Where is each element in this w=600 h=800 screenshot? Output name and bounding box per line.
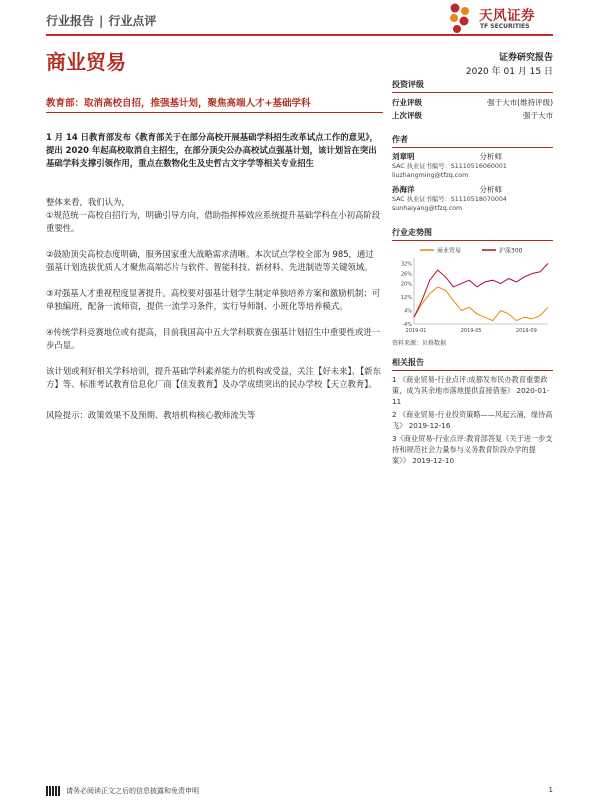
logo-mark-icon [446, 2, 476, 36]
main-body [46, 131, 382, 435]
intro-rest: 提出 2020 年起高校取消自主招生，在部分顶尖公办高校试点强基计划，该计划旨在突出基础学科支撑引领作用，重点在数物化生及史哲古文字学等相关专业招生 [46, 145, 377, 168]
analyst-email[interactable]: liuzhangming@tfzq.com [392, 172, 469, 179]
point-3: ③对强基人才重视程度显著提升。高校要对强基计划学生制定单独培养方案和激励机制；可单独编班，配备一流师资，提供一流学习条件，实行导师制、小班化等培养模式。 [46, 288, 381, 311]
analyst-sac: SAC 执业证书编号：S1110518070004 [392, 196, 507, 203]
industry-rating-row [392, 96, 553, 109]
page-number: 1 [548, 786, 553, 794]
nav-separator: | [99, 14, 104, 28]
nav-industry-report: 行业报告 [46, 14, 95, 28]
report-date: 2020 年 01 月 15 日 [465, 67, 553, 77]
risk-warning: 风险提示：政策效果不及预期、教培机构核心教师流失等 [46, 410, 256, 420]
analyst-sac: SAC 执业证书编号：S1110516060001 [392, 163, 507, 170]
logo-text-en: TF SECURITIES [480, 23, 530, 30]
trend-chart-svg [392, 244, 553, 336]
header-nav [46, 12, 156, 29]
footer-disclaimer: 请务必阅读正文之后的信息披露和免责申明 [66, 787, 199, 795]
y-tick-label: 4% [404, 308, 412, 315]
beneficiaries-paragraph: 该计划或利好相关学科培训，提升基础学科素养能力的机构或受益，关注【好未来】、【新东方】等、标准考试教育信息化厂商【佳发教育】及办学成绩突出的民办学校【天立教育】。 [46, 366, 381, 389]
legend-label: 沪深300 [499, 247, 523, 255]
point-2: ②鼓励顶尖高校态度明确，服务国家重大战略需求清晰。本次试点学校全部为 985，通过强基计划选拔优质人才聚焦高端芯片与软件、智能科技、新材料、先进制造等关键领域。 [46, 249, 374, 272]
related-report-date: 2020-01-11 [392, 386, 550, 406]
analyst-block [392, 151, 553, 180]
intro-lead: 1 月 14 日教育部发布《教育部关于在部分高校开展基础学科招生改革试点工作的意见》， [46, 132, 378, 142]
headline-divider [46, 112, 383, 113]
nav-industry-comment: 行业点评 [108, 14, 157, 28]
industry-rating-label: 行业评级 [392, 98, 422, 107]
y-tick-label: 20% [400, 281, 412, 288]
analyst-name: 刘章明 [392, 152, 415, 161]
y-tick-label: 12% [400, 295, 412, 302]
page-title: 商业贸易 [46, 50, 126, 74]
x-tick-label: 2019-05 [460, 328, 482, 334]
related-report[interactable] [392, 409, 553, 431]
analyst-block [392, 184, 553, 213]
analyst-name: 孙海洋 [392, 185, 415, 194]
page-footer [46, 786, 553, 796]
previous-rating-label: 上次评级 [392, 111, 422, 120]
previous-rating-row [392, 109, 553, 122]
rating-heading: 投资评级 [392, 79, 553, 93]
related-report-date: 2019-12-16 [408, 421, 451, 430]
series-line [414, 287, 548, 321]
company-logo [446, 2, 566, 38]
top-rule [46, 34, 553, 36]
logo-text-cn: 天风证券 [479, 8, 535, 24]
related-report[interactable] [392, 433, 553, 466]
analyst-title: 分析师 [479, 152, 502, 161]
related-report-title[interactable]: 3《商业贸易-行业点评:教育部答复《关于进一步支持和规范社会力量参与义务教育阶段办学的提案》》 [392, 434, 553, 465]
analyst-title: 分析师 [479, 185, 502, 194]
x-tick-label: 2019-01 [405, 328, 427, 334]
sidebar [392, 79, 553, 468]
point-1: ①规范统一高校自招行为，明确引导方向，借助指挥棒效应系统提升基础学科在小初高阶段重要性。 [46, 210, 381, 233]
related-report-title[interactable]: 1 《商业贸易-行业点评:成都发布民办教育重要政策，成为其余地市落地提供直接借鉴》 [392, 375, 548, 395]
y-tick-label: 26% [400, 271, 412, 278]
x-tick-label: 2019-09 [515, 328, 537, 334]
previous-rating-value: 强于大市 [523, 111, 553, 120]
point-4: ④传统学科竞赛地位或有提高，目前我国高中五大学科联赛在强基计划招生中重要性或进一步凸显。 [46, 327, 381, 350]
authors-heading: 作者 [392, 134, 553, 148]
report-headline: 教育部：取消高校自招，推强基计划，聚焦高端人才+基础学科 [46, 98, 311, 109]
related-report[interactable] [392, 374, 553, 407]
report-type: 证券研究报告 [498, 53, 553, 63]
analyst-email[interactable]: sunhaiyang@tfzq.com [392, 205, 463, 212]
trend-chart [392, 244, 553, 336]
intro-paragraph [46, 131, 382, 170]
y-tick-label: -4% [402, 322, 412, 328]
overall-view: 整体来看，我们认为， [46, 197, 130, 207]
legend-label: 商业贸易 [437, 247, 462, 255]
y-tick-label: 32% [400, 261, 412, 268]
related-report-date: 2019-12-10 [412, 456, 455, 465]
related-heading: 相关报告 [392, 357, 553, 371]
chart-source: 资料来源：贝格数据 [392, 340, 447, 347]
industry-rating-value: 强于大市(维持评级) [487, 98, 553, 107]
related-report-title[interactable]: 2 《商业贸易-行业投资策略——风起云涌，缘待高飞》 [392, 410, 553, 430]
qr-code-icon [46, 786, 60, 796]
trend-heading: 行业走势图 [392, 227, 553, 241]
